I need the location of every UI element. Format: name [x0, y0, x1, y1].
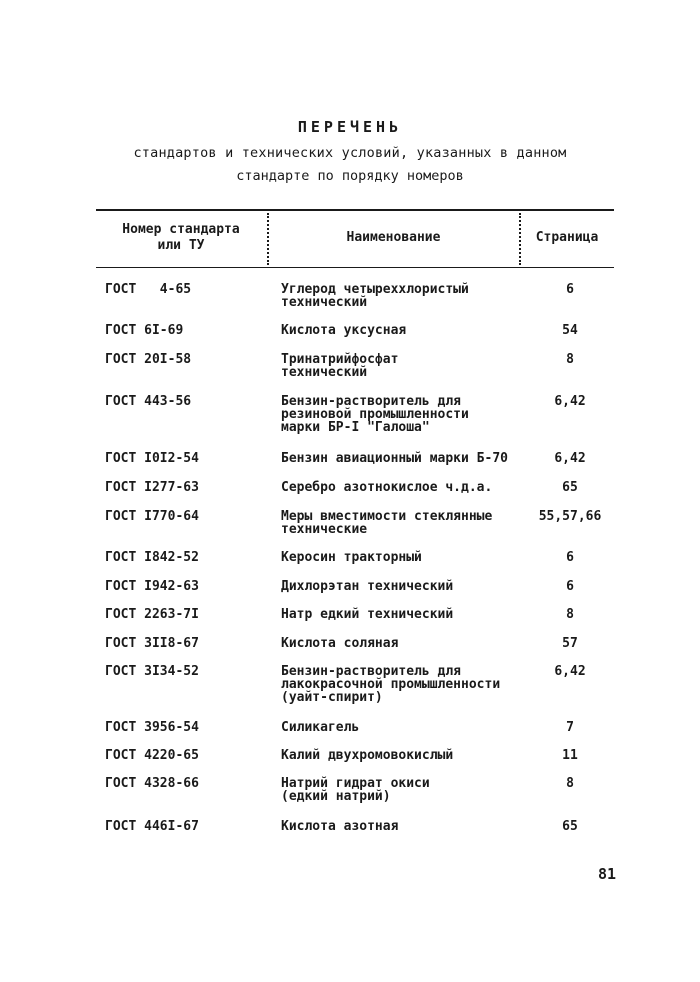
- document-title: ПЕРЕЧЕНЬ: [297, 118, 403, 136]
- page-reference: 6: [566, 550, 574, 565]
- page-reference: 57: [562, 636, 578, 651]
- standard-number: ГОСТ 443-56: [105, 394, 192, 409]
- table-top-rule: [96, 209, 614, 211]
- standard-number: ГОСТ I770-64: [105, 509, 199, 524]
- standard-number: ГОСТ 4328-66: [105, 776, 199, 791]
- standard-name: Силикагель: [281, 720, 360, 735]
- page-reference: 6,42: [554, 394, 586, 409]
- standard-number: ГОСТ I942-63: [105, 579, 199, 594]
- standard-number: ГОСТ 446I-67: [105, 819, 199, 834]
- document-subtitle-line-2: стандарте по порядку номеров: [236, 168, 464, 184]
- standard-number: ГОСТ 6I-69: [105, 323, 184, 338]
- standard-name: Бензин-растворитель для резиновой промышленности марки БР-I "Галоша": [281, 394, 469, 435]
- standard-name: Кислота уксусная: [281, 323, 407, 338]
- page-reference: 55,57,66: [538, 509, 602, 524]
- page-reference: 11: [562, 748, 578, 763]
- standard-number: ГОСТ I842-52: [105, 550, 199, 565]
- standard-name: Керосин тракторный: [281, 550, 422, 565]
- standard-name: Калий двухромовокислый: [281, 748, 454, 763]
- standard-name: Серебро азотнокислое ч.д.а.: [281, 480, 493, 495]
- column-separator: [267, 213, 269, 265]
- standard-name: Натрий гидрат окиси (едкий натрий): [281, 776, 430, 804]
- page-reference: 8: [566, 607, 574, 622]
- standard-number: ГОСТ 3956-54: [105, 720, 199, 735]
- standard-name: Дихлорэтан технический: [281, 579, 454, 594]
- page-reference: 8: [566, 776, 574, 791]
- standard-name: Бензин авиационный марки Б-70: [281, 451, 508, 466]
- page-reference: 65: [562, 819, 578, 834]
- standard-number: ГОСТ 4-65: [105, 282, 192, 297]
- page-reference: 6,42: [554, 451, 586, 466]
- header-standard-number: Номер стандарта или ТУ: [122, 222, 240, 253]
- standard-number: ГОСТ 2263-7I: [105, 607, 199, 622]
- standard-name: Кислота азотная: [281, 819, 399, 834]
- standard-number: ГОСТ 4220-65: [105, 748, 199, 763]
- standard-name: Углерод четыреххлористый технический: [281, 282, 469, 310]
- page-reference: 54: [562, 323, 578, 338]
- standard-number: ГОСТ I277-63: [105, 480, 199, 495]
- standard-name: Тринатрийфосфат технический: [281, 352, 399, 380]
- header-page: Страница: [535, 230, 599, 245]
- standard-name: Меры вместимости стеклянные технические: [281, 509, 493, 537]
- page-number: 81: [598, 865, 617, 883]
- page-reference: 8: [566, 352, 574, 367]
- page-reference: 7: [566, 720, 574, 735]
- standard-number: ГОСТ 3II8-67: [105, 636, 199, 651]
- page-reference: 65: [562, 480, 578, 495]
- standard-number: ГОСТ 20I-58: [105, 352, 192, 367]
- standard-name: Натр едкий технический: [281, 607, 454, 622]
- page-reference: 6: [566, 282, 574, 297]
- standard-name: Бензин-растворитель для лакокрасочной промышленности (уайт-спирит): [281, 664, 501, 705]
- header-name: Наименование: [346, 230, 441, 245]
- standard-name: Кислота соляная: [281, 636, 399, 651]
- page-reference: 6,42: [554, 664, 586, 679]
- standard-number: ГОСТ 3I34-52: [105, 664, 199, 679]
- table-header-rule: [96, 267, 614, 268]
- standard-number: ГОСТ I0I2-54: [105, 451, 199, 466]
- page-reference: 6: [566, 579, 574, 594]
- document-subtitle-line-1: стандартов и технических условий, указанных в данном: [133, 145, 567, 161]
